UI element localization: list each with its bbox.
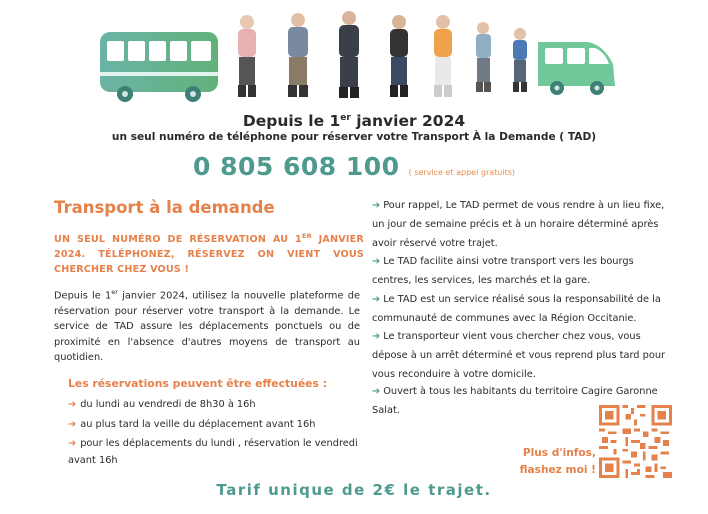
- info-bullet-text: Le TAD est un service réalisé sous la responsabilité de la communauté de communes avec la Région Occitanie.: [372, 294, 661, 324]
- description-text: Depuis le 1: [54, 290, 112, 302]
- arrow-right-icon: ➔: [372, 256, 381, 267]
- info-bullet-text: Ouvert à tous les habitants du territoire Cagire Garonne Salat.: [372, 386, 658, 416]
- caps-intro: [54, 229, 364, 277]
- description-sup: er: [111, 288, 118, 296]
- reservation-item-text: du lundi au vendredi de 8h30 à 16h: [80, 399, 256, 410]
- bus-icon: [100, 32, 218, 102]
- info-bullet-text: Le TAD facilite ainsi votre transport vers les bourgs centres, les services, les marchés et la gare.: [372, 256, 634, 286]
- info-bullet: [372, 252, 672, 290]
- minibus-icon: [538, 42, 615, 95]
- reservation-item: [68, 395, 368, 414]
- plus-info: [498, 445, 596, 479]
- person-4-icon: [390, 15, 408, 97]
- arrow-right-icon: ➔: [372, 294, 381, 305]
- person-5-icon: [434, 15, 452, 97]
- headline: [0, 112, 708, 130]
- person-2-icon: [288, 13, 308, 97]
- phone-row: [0, 152, 708, 181]
- arrow-right-icon: ➔: [372, 200, 381, 211]
- caps-intro-sup: ER: [301, 232, 312, 240]
- reservation-item: [68, 415, 368, 434]
- reservation-item: [68, 435, 358, 469]
- section-title: Transport à la demande: [54, 198, 275, 217]
- phone-number[interactable]: 0 805 608 100: [193, 152, 400, 181]
- info-bullet: [372, 327, 672, 384]
- person-7-icon: [513, 28, 527, 92]
- reservation-item-text: pour les déplacements du lundi , réservation le vendredi avant 16h: [68, 438, 358, 466]
- person-1-icon: [238, 15, 256, 97]
- tarif-footer: Tarif unique de 2€ le trajet.: [216, 481, 492, 499]
- person-6-icon: [476, 22, 491, 92]
- info-bullet: [372, 290, 672, 328]
- reservation-item-text: au plus tard la veille du déplacement avant 16h: [80, 419, 316, 430]
- qr-code-icon[interactable]: [599, 405, 672, 478]
- caps-intro-text: UN SEUL NUMÉRO DE RÉSERVATION AU 1: [54, 234, 302, 246]
- phone-note: ( service et appel gratuits): [408, 168, 515, 177]
- reservations-title: Les réservations peuvent être effectuées :: [68, 377, 327, 390]
- header-illustration: [95, 8, 625, 106]
- arrow-right-icon: ➔: [372, 331, 381, 342]
- plus-info-line1: Plus d'infos,: [522, 447, 596, 459]
- plus-info-line2: flashez moi !: [519, 464, 596, 476]
- arrow-right-icon: ➔: [68, 419, 77, 430]
- headline-sup: er: [340, 112, 351, 123]
- arrow-right-icon: ➔: [372, 386, 381, 397]
- person-3-icon: [339, 11, 359, 98]
- description-paragraph: [54, 285, 360, 366]
- info-bullet-text: Le transporteur vient vous chercher chez vous, vous dépose à un arrêt déterminé et vous reprend plus tard pour vous reconduire à votre domicile.: [372, 331, 666, 380]
- caps-intro-rest: JANVIER 2024. TÉLÉPHONEZ, RÉSERVEZ ON VIENT VOUS CHERCHER CHEZ VOUS !: [54, 234, 364, 276]
- info-bullet-text: Pour rappel, Le TAD permet de vous rendre à un lieu fixe, un jour de semaine précis et à un horaire déterminé après avoir réservé votre trajet.: [372, 200, 665, 249]
- arrow-right-icon: ➔: [68, 438, 77, 449]
- arrow-right-icon: ➔: [68, 399, 77, 410]
- info-bullet: [372, 196, 672, 253]
- subline: un seul numéro de téléphone pour réserver votre Transport À la Demande ( TAD): [111, 131, 597, 143]
- headline-date: janvier 2024: [350, 112, 466, 130]
- description-rest: janvier 2024, utilisez la nouvelle plateforme de réservation pour réserver votre transport à la demande. Le service de TAD assure les déplacements ponctuels ou de proximité en l'absence d'autres moyens de transport au quotidien.: [54, 290, 360, 364]
- headline-text: Depuis le 1: [242, 112, 341, 130]
